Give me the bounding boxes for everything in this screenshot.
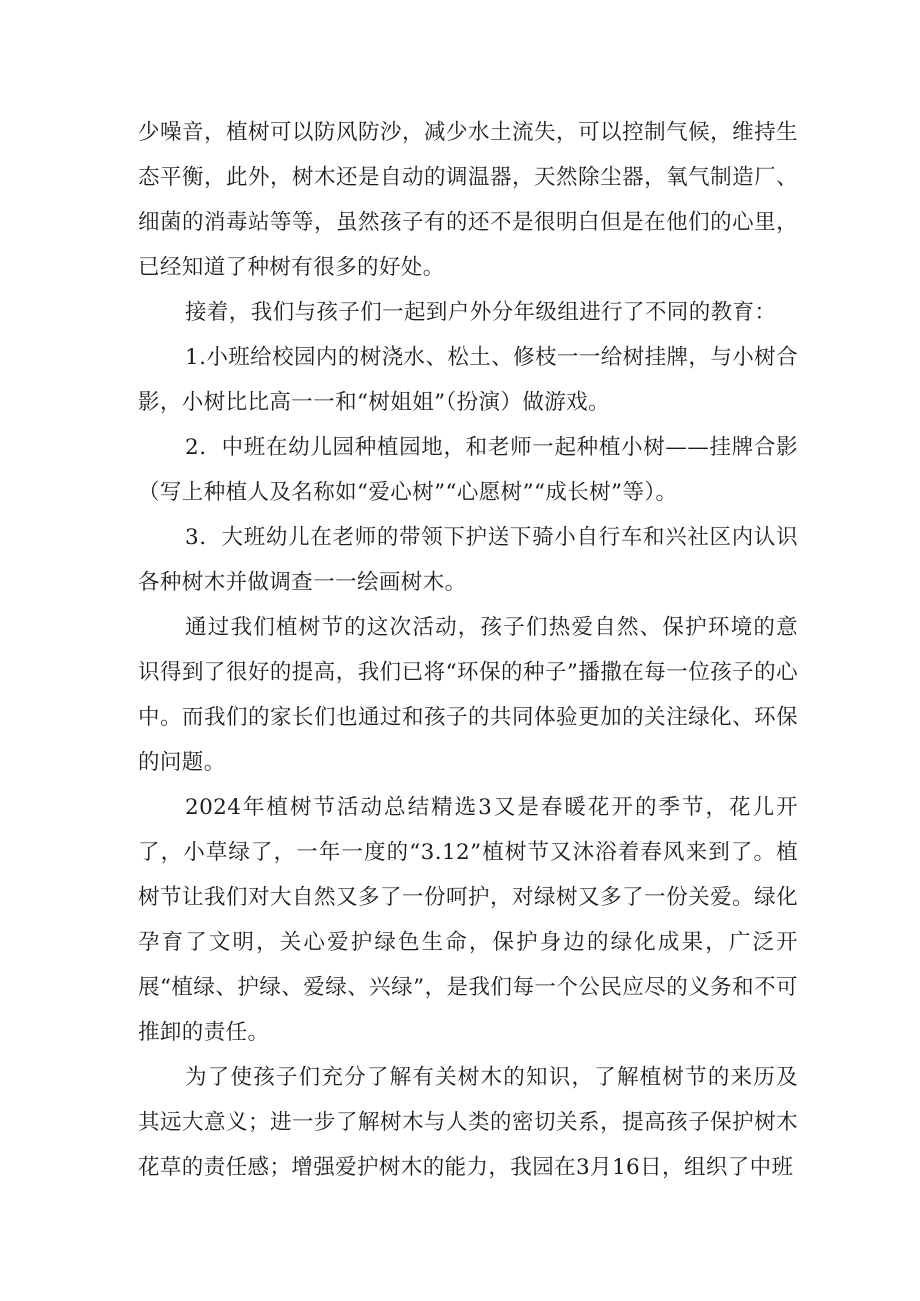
paragraph-small-class: 1.小班给校园内的树浇水、松土、修枝一一给树挂牌，与小树合影，小树比比高一一和“树姐姐”（扮演）做游戏。: [138, 345, 798, 415]
paragraph-outdoor-intro: 接着，我们与孩子们一起到户外分年级组进行了不同的教育：: [185, 300, 777, 325]
paragraph-large-class: 3．大班幼儿在老师的带领下护送下骑小自行车和兴社区内认识各种树木并做调查一一绘画树木。: [138, 525, 798, 595]
paragraph-benefits: 少噪音，植树可以防风防沙，减少水土流失，可以控制气候，维持生态平衡，此外，树木还是自动的调温器，天然除尘器，氧气制造厂、细菌的消毒站等等，虽然孩子有的还不是很明白但是在他们的心里，已经知道了种树有很多的好处。: [138, 120, 798, 280]
paragraph-purpose: 为了使孩子们充分了解有关树木的知识，了解植树节的来历及其远大意义；进一步了解树木与人类的密切关系，提高孩子保护树木花草的责任感；增强爱护树木的能力，我园在3月16日，组织了中班: [138, 1065, 798, 1180]
paragraph-middle-class: 2．中班在幼儿园种植园地，和老师一起种植小树——挂牌合影（写上种植人及名称如“爱心树”“心愿树”“成长树”等）。: [138, 435, 798, 505]
paragraph-activity-result: 通过我们植树节的这次活动，孩子们热爱自然、保护环境的意识得到了很好的提高，我们已将“环保的种子”播撒在每一位孩子的心中。而我们的家长们也通过和孩子的共同体验更加的关注绿化、环保的问题。: [138, 615, 798, 775]
document-page: [138, 110, 798, 1190]
paragraph-summary-3: 2024年植树节活动总结精选3又是春暖花开的季节，花儿开了，小草绿了，一年一度的“3.12”植树节又沐浴着春风来到了。植树节让我们对大自然又多了一份呵护，对绿树又多了一份关爱。绿化孕育了文明，关心爱护绿色生命，保护身边的绿化成果，广泛开展“植绿、护绿、爱绿、兴绿”，是我们每一个公民应尽的义务和不可推卸的责任。: [138, 795, 798, 1045]
